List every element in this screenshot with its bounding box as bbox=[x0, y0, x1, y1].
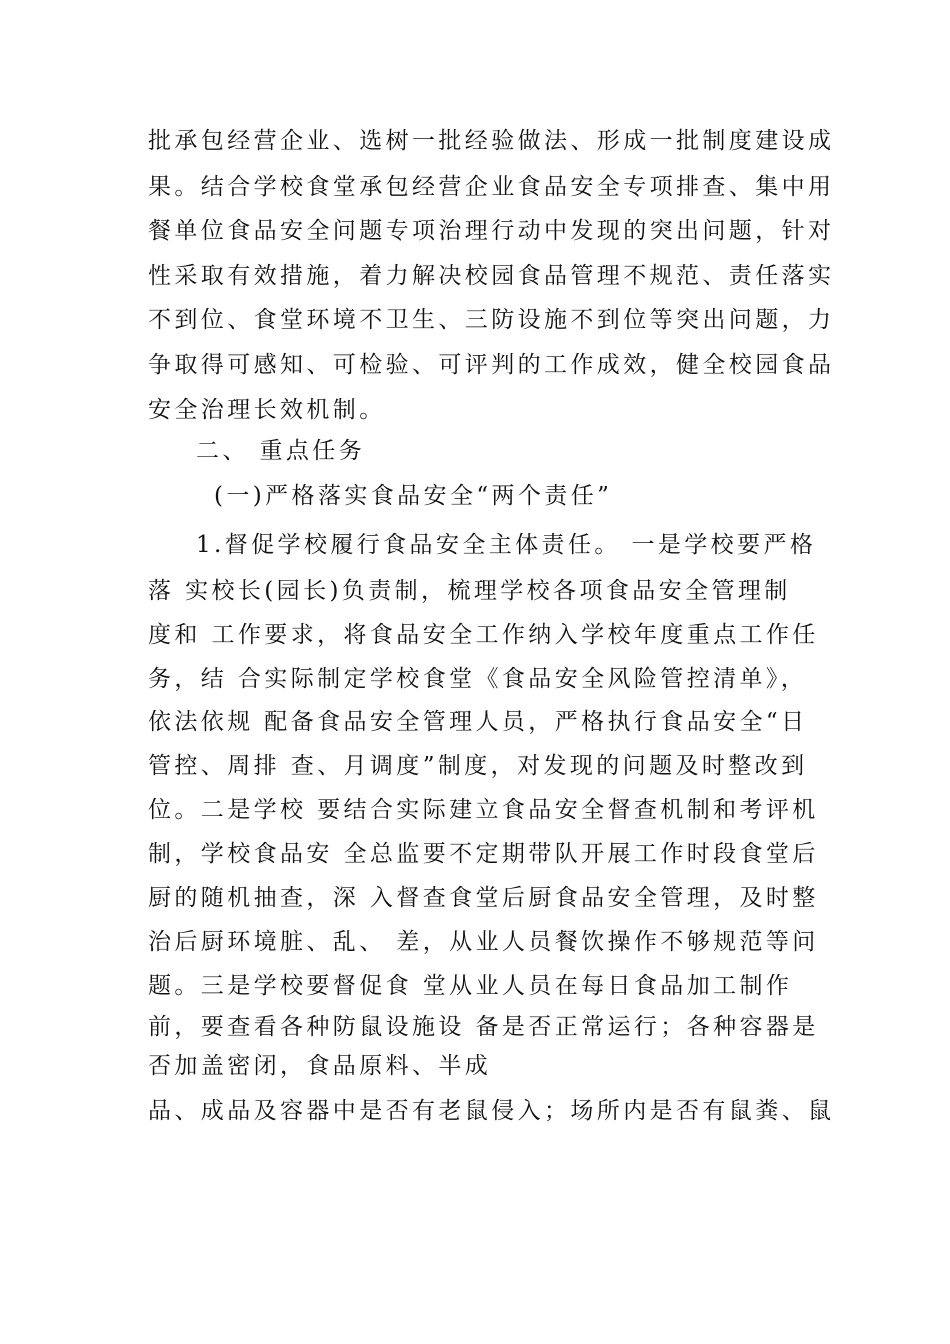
paragraph-line: 依法依规 配备食品安全管理人员，严格执行食品安全“日 bbox=[148, 709, 808, 735]
paragraph-line: 厨的随机抽查，深 入督查食堂后厨食品安全管理，及时整 bbox=[148, 885, 819, 911]
subsection-heading: (一)严格落实食品安全“两个责任” bbox=[214, 483, 613, 509]
paragraph-line: 果。结合学校食堂承包经营企业食品安全专项排查、集中用 bbox=[148, 174, 835, 200]
paragraph-line: 性采取有效措施，着力解决校园食品管理不规范、责任落实 bbox=[148, 263, 835, 289]
paragraph-line: 务，结 合实际制定学校食堂《食品安全风险管控清单》， bbox=[148, 666, 808, 692]
paragraph-line: 位。二是学校 要结合实际建立食品安全督查机制和考评机 bbox=[148, 797, 819, 823]
paragraph-line: 品、成品及容器中是否有老鼠侵入；场所内是否有鼠粪、鼠 bbox=[148, 1098, 835, 1124]
paragraph-line: 1.督促学校履行食品安全主体责任。 一是学校要严格 bbox=[196, 532, 817, 558]
paragraph-line: 度和 工作要求，将食品安全工作纳入学校年度重点工作任 bbox=[148, 622, 819, 648]
paragraph-line: 安全治理长效机制。 bbox=[148, 397, 386, 423]
paragraph-line: 批承包经营企业、选树一批经验做法、形成一批制度建设成 bbox=[148, 128, 835, 154]
paragraph-line: 题。三是学校要督促食 堂从业人员在每日食品加工制作 bbox=[148, 973, 793, 999]
paragraph-line: 落 实校长(园长)负责制，梳理学校各项食品安全管理制 bbox=[148, 578, 791, 604]
paragraph-line: 前，要查看各种防鼠设施设 备是否正常运行；各种容器是 bbox=[148, 1014, 819, 1040]
section-heading: 二、 重点任务 bbox=[196, 438, 366, 464]
paragraph-line: 管控、周排 查、月调度”制度，对发现的问题及时整改到 bbox=[148, 753, 808, 779]
paragraph-line: 否加盖密闭，食品原料、半成 bbox=[148, 1053, 492, 1079]
paragraph-line: 制，学校食品安 全总监要不定期带队开展工作时段食堂后 bbox=[148, 841, 819, 867]
paragraph-line: 争取得可感知、可检验、可评判的工作成效，健全校园食品 bbox=[148, 352, 835, 378]
paragraph-line: 治后厨环境脏、乱、 差，从业人员餐饮操作不够规范等问 bbox=[148, 929, 819, 955]
paragraph-line: 餐单位食品安全问题专项治理行动中发现的突出问题，针对 bbox=[148, 218, 835, 244]
paragraph-line: 不到位、食堂环境不卫生、三防设施不到位等突出问题，力 bbox=[148, 307, 835, 333]
